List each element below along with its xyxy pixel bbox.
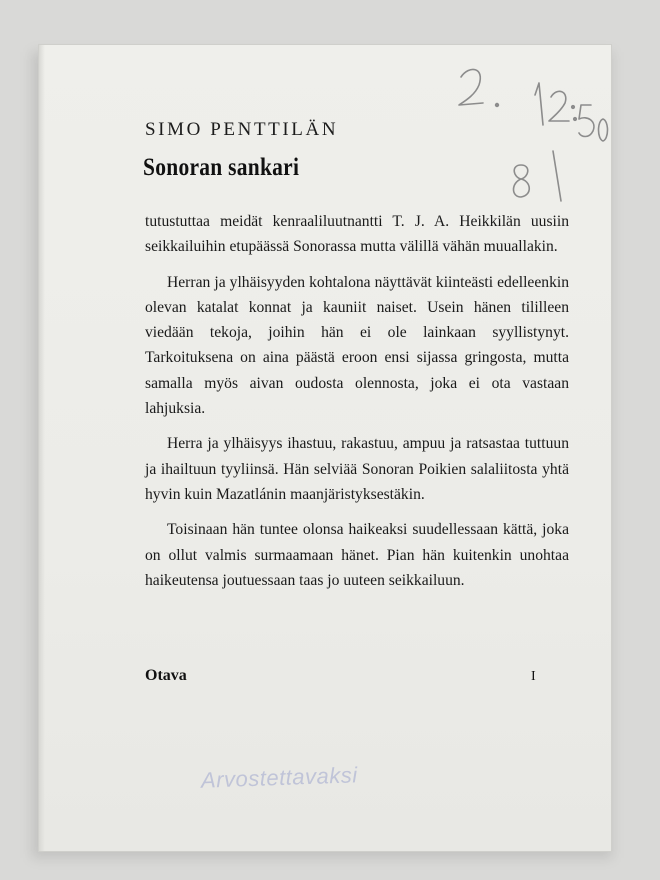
blurb-text [145,209,569,603]
blurb-paragraph: Herra ja ylhäisyys ihastuu, rakastuu, ampuu ja ratsastaa tuttuun ja ihailtuun tyyliinsä. Hän selviää Sonoran Poikien salaliitosta yhtä hyvin kuin Mazatlánin maanjäristyksestäkin. [145,435,569,503]
publisher-name: Otava [145,667,187,684]
blurb-paragraph: tutustuttaa meidät kenraaliluutnantti T. J. A. Heikkilän uusiin seikkailuihin etupäässä Sonorassa mutta välillä vähän muuallakin. [145,213,569,256]
handwritten-note [439,55,609,215]
handwritten-note-drawing [439,55,609,215]
blurb-paragraph: Toisinaan hän tuntee olonsa haikeaksi suudellessaan kättä, joka on ollut valmis surmaamaan hänet. Pian hän kuitenkin unohtaa haikeutensa joutuessaan taas jo uuteen seikkailuun. [145,521,569,589]
page-mark: I [531,669,536,684]
review-stamp: Arvostettavaksi [200,762,359,793]
book-back-cover [38,44,612,852]
author-name: SIMO PENTTILÄN [145,119,339,140]
book-title: Sonoran sankari [143,154,300,181]
blurb-paragraph: Herran ja ylhäisyyden kohtalona näyttävät kiinteästi edelleenkin olevan katalat konnat ja kauniit naiset. Usein hänen tililleen viedään tekoja, joihin hän ei ole lainkaan syyllistynyt. Tarkoituksena on aina päästä eroon ensi sijassa gringosta, mutta samalla myös aivan oudosta olennosta, joka ei ota vastaan lahjuksia. [145,273,569,418]
